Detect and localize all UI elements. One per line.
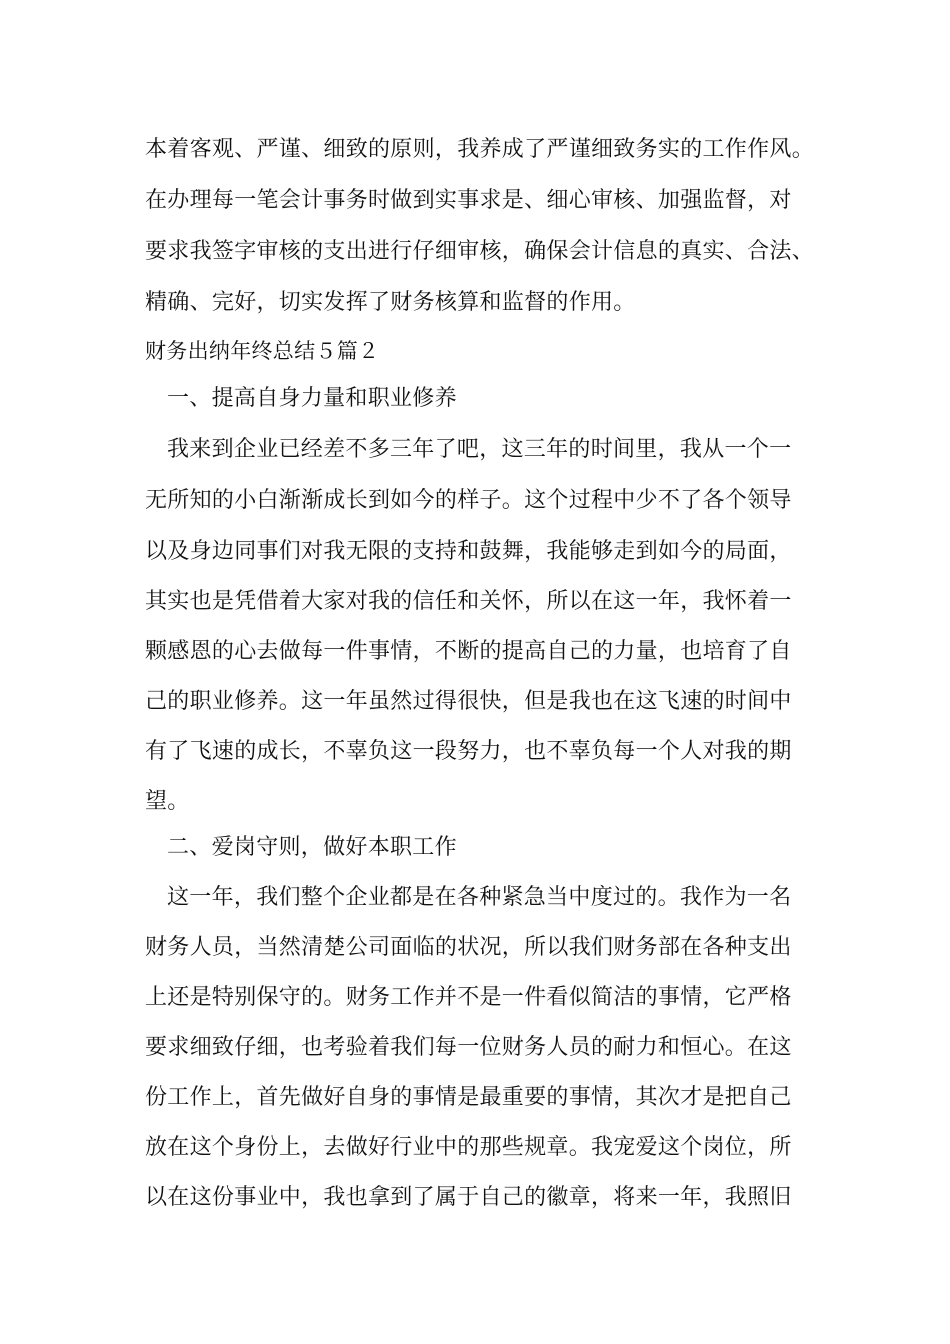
paragraph-line: 要求我签字审核的支出进行仔细审核，确保会计信息的真实、合法、 [145, 239, 815, 264]
paragraph-line: 本着客观、严谨、细致的原则，我养成了严谨细致务实的工作作风。 [145, 137, 815, 162]
paragraph-line: 上还是特别保守的。财务工作并不是一件看似简洁的事情，它严格 [145, 985, 792, 1010]
section-heading: 一、提高自身力量和职业修养 [167, 386, 457, 411]
paragraph-line: 精确、完好，切实发挥了财务核算和监督的作用。 [145, 290, 636, 315]
paragraph-line: 财务人员，当然清楚公司面临的状况，所以我们财务部在各种支出 [145, 935, 792, 960]
paragraph-line: 无所知的小白渐渐成长到如今的样子。这个过程中少不了各个领导 [145, 488, 792, 513]
section-heading: 二、爱岗守则，做好本职工作 [167, 835, 457, 860]
paragraph-line: 在办理每一笔会计事务时做到实事求是、细心审核、加强监督，对 [145, 188, 792, 213]
paragraph-line: 要求细致仔细，也考验着我们每一位财务人员的耐力和恒心。在这 [145, 1035, 792, 1060]
paragraph-line: 颗感恩的心去做每一件事情，不断的提高自己的力量，也培育了自 [145, 639, 792, 664]
paragraph-line: 望。 [145, 789, 190, 814]
article-title: 财务出纳年终总结５篇２ [145, 339, 380, 363]
paragraph-line: 以及身边同事们对我无限的支持和鼓舞，我能够走到如今的局面， [145, 539, 792, 564]
paragraph-line: 这一年，我们整个企业都是在各种紧急当中度过的。我作为一名 [167, 885, 792, 910]
paragraph-line: 己的职业修养。这一年虽然过得很快，但是我也在这飞速的时间中 [145, 689, 792, 714]
paragraph-line: 放在这个身份上，去做好行业中的那些规章。我宠爱这个岗位，所 [145, 1135, 792, 1160]
paragraph-line: 份工作上，首先做好自身的事情是最重要的事情，其次才是把自己 [145, 1085, 792, 1110]
paragraph-line: 其实也是凭借着大家对我的信任和关怀，所以在这一年，我怀着一 [145, 589, 792, 614]
paragraph-line: 我来到企业已经差不多三年了吧，这三年的时间里，我从一个一 [167, 437, 792, 462]
paragraph-line: 有了飞速的成长，不辜负这一段努力，也不辜负每一个人对我的期 [145, 739, 792, 764]
paragraph-line: 以在这份事业中，我也拿到了属于自己的徽章，将来一年，我照旧 [145, 1185, 792, 1210]
